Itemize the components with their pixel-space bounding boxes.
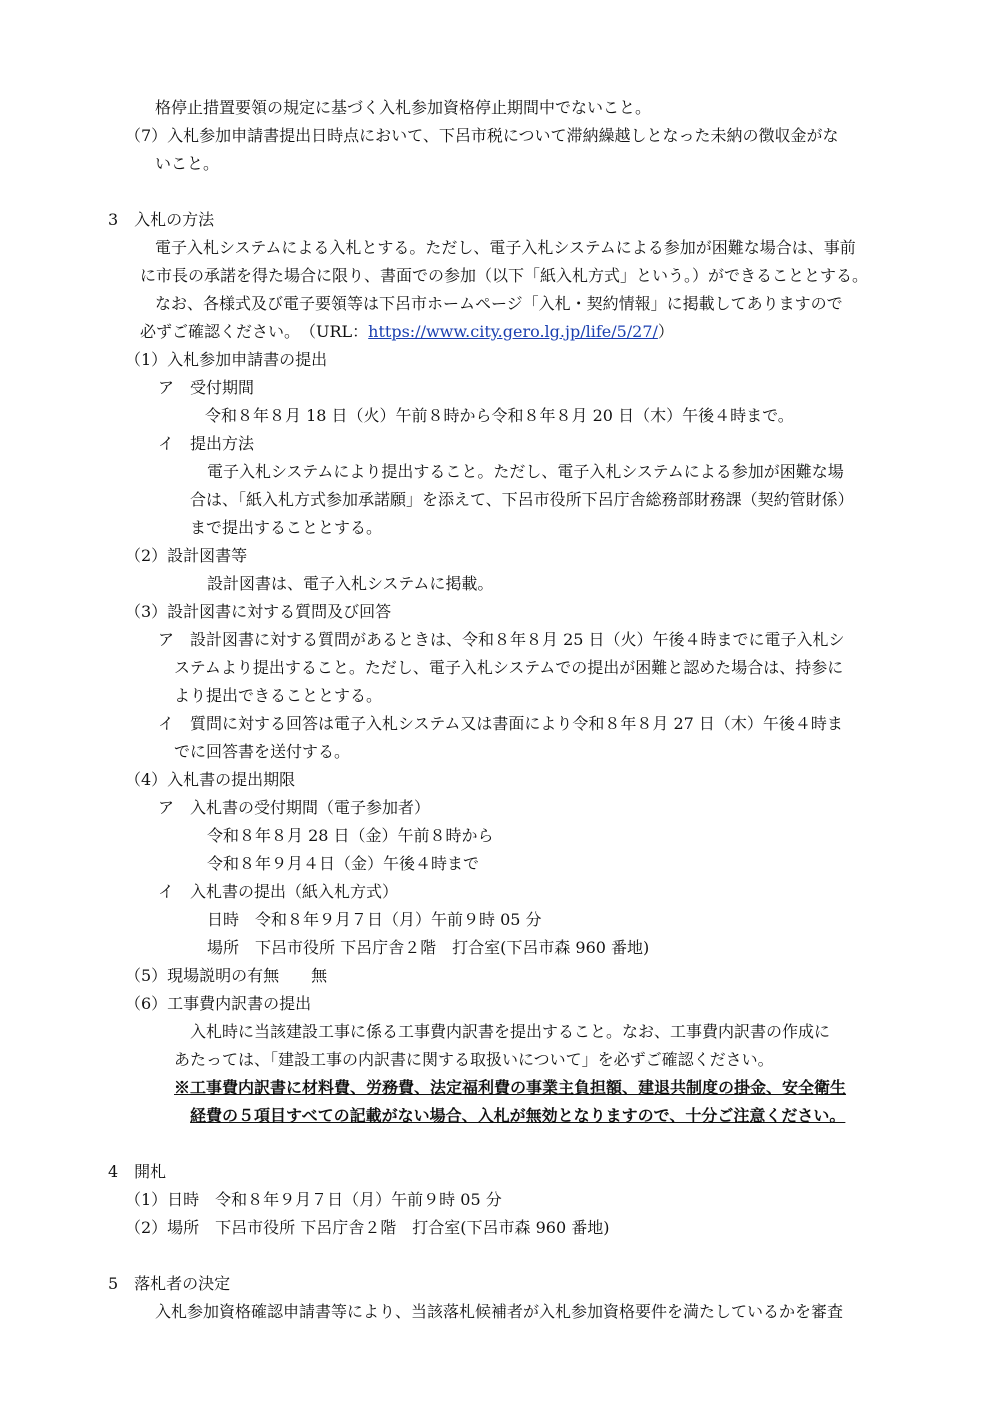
text-line: 電子入札システムによる入札とする。ただし、電子入札システムによる参加が困難な場合は、事前: [155, 238, 856, 257]
text-line: 格停止措置要領の規定に基づく入札参加資格停止期間中でないこと。: [155, 98, 652, 117]
text-line: （7）入札参加申請書提出日時点において、下呂市税について滞納繰越しとなった未納の徴収金がな: [125, 126, 839, 145]
subsection-heading: （3）設計図書に対する質問及び回答: [125, 602, 392, 621]
section-heading: 5 落札者の決定: [108, 1274, 231, 1293]
text-line: 令和８年９月４日（金）午後４時まで: [207, 854, 480, 873]
url-suffix: ）: [657, 322, 674, 341]
subsection-heading: （2）設計図書等: [125, 546, 248, 565]
text-line: 入札時に当該建設工事に係る工事費内訳書を提出すること。なお、工事費内訳書の作成に: [190, 1022, 831, 1041]
subsection-heading: （5）現場説明の有無 無: [125, 966, 328, 985]
section-heading: 4 開札: [108, 1162, 167, 1181]
subsection-heading: （4）入札書の提出期限: [125, 770, 296, 789]
text-line: 合は、「紙入札方式参加承諾願」を添えて、下呂市役所下呂庁舎総務部財務課（契約管財係）: [190, 490, 854, 509]
text-line: ステムより提出すること。ただし、電子入札システムでの提出が困難と認めた場合は、持参に: [174, 658, 844, 677]
text-line: なお、各様式及び電子要領等は下呂市ホームページ「入札・契約情報」に掲載してありますので: [155, 294, 843, 313]
text-line: 令和８年８月 28 日（金）午前８時から: [207, 826, 494, 845]
section-heading: 3 入札の方法: [108, 210, 215, 229]
text-line: 電子入札システムにより提出すること。ただし、電子入札システムによる参加が困難な場: [207, 462, 844, 481]
text-line: いこと。: [155, 154, 220, 173]
text-line: イ 質問に対する回答は電子入札システム又は書面により令和８年８月 27 日（木）午後４時ま: [158, 714, 843, 733]
text-line: 場所 下呂市役所 下呂庁舎２階 打合室(下呂市森 960 番地): [207, 938, 650, 957]
subsection-heading: （6）工事費内訳書の提出: [125, 994, 312, 1013]
text-line: （2）場所 下呂市役所 下呂庁舎２階 打合室(下呂市森 960 番地): [125, 1218, 610, 1237]
warning-notice: ※工事費内訳書に材料費、労務費、法定福利費の事業主負担額、建退共制度の掛金、安全衛生: [174, 1078, 847, 1097]
text-line: 入札参加資格確認申請書等により、当該落札候補者が入札参加資格要件を満たしているかを審査: [155, 1302, 844, 1321]
url-prefix: 必ずご確認ください。 （URL：: [140, 322, 369, 341]
city-website-link[interactable]: https://www.city.gero.lg.jp/life/5/27/: [368, 322, 658, 341]
text-line: ア 設計図書に対する質問があるときは、令和８年８月 25 日（火）午後４時までに電子入札シ: [158, 630, 845, 649]
text-line: に市長の承諾を得た場合に限り、書面での参加（以下「紙入札方式」という。）ができることとする。: [140, 266, 869, 285]
text-line: まで提出することとする。: [190, 518, 383, 537]
text-line: （1）日時 令和８年９月７日（月）午前９時 05 分: [125, 1190, 502, 1209]
item-heading: イ 入札書の提出（紙入札方式）: [158, 882, 399, 901]
item-heading: イ 提出方法: [158, 434, 255, 453]
subsection-heading: （1）入札参加申請書の提出: [125, 350, 328, 369]
warning-notice: 経費の５項目すべての記載がない場合、入札が無効となりますので、十分ご注意ください。: [190, 1106, 846, 1125]
text-line: 設計図書は、電子入札システムに掲載。: [207, 574, 494, 593]
text-line: 令和８年８月 18 日（火）午前８時から令和８年８月 20 日（木）午後４時まで。: [205, 406, 794, 425]
item-heading: ア 受付期間: [158, 378, 255, 397]
item-heading: ア 入札書の受付期間（電子参加者）: [158, 798, 431, 817]
text-line-with-url: [140, 322, 674, 342]
text-line: より提出できることとする。: [174, 686, 383, 705]
text-line: でに回答書を送付する。: [174, 742, 351, 761]
text-line: 日時 令和８年９月７日（月）午前９時 05 分: [207, 910, 542, 929]
text-line: あたっては、「建設工事の内訳書に関する取扱いについて」を必ずご確認ください。: [174, 1050, 774, 1069]
